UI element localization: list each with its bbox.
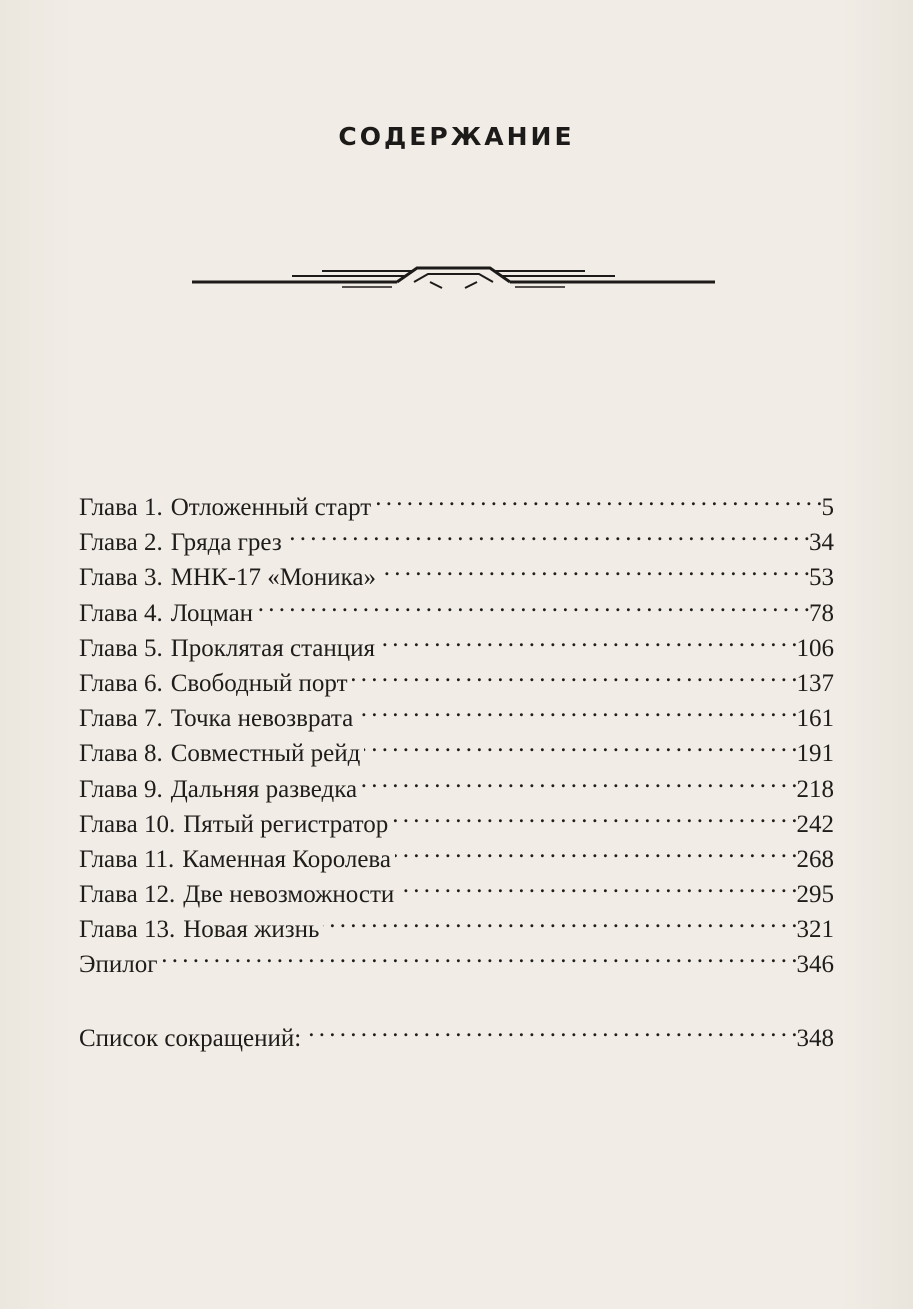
page-number: 137	[796, 669, 834, 697]
chapter-number: Глава 6.	[79, 669, 163, 697]
chapter-number: Глава 1.	[79, 494, 163, 521]
page-number: 268	[796, 845, 834, 873]
toc-entry-label	[79, 666, 352, 701]
chapter-title: Каменная Королева	[182, 845, 392, 873]
toc-epilogue-row	[79, 937, 834, 979]
chapter-number: Глава 4.	[79, 599, 163, 627]
toc-entry-label	[79, 701, 357, 736]
dot-leader	[357, 691, 796, 726]
page-title: СОДЕРЖАНИЕ	[338, 122, 575, 151]
chapter-title: Гряда грез	[170, 529, 282, 557]
dot-leader	[257, 586, 809, 621]
chapter-number: Глава 2.	[79, 529, 163, 557]
toc-entry-label: Эпилог	[79, 951, 158, 979]
toc-entry-label	[79, 807, 392, 842]
chapter-title: Пятый регистратор	[183, 810, 389, 838]
chapter-title: Дальняя разведка	[170, 775, 358, 803]
chapter-title: МНК-17 «Моника»	[170, 564, 376, 592]
chapter-number: Глава 5.	[79, 634, 163, 662]
dot-leader	[364, 726, 796, 761]
page-number: 218	[796, 775, 834, 803]
dot-leader	[380, 550, 809, 585]
dot-leader	[352, 656, 797, 691]
ornament-divider-icon	[192, 262, 715, 292]
chapter-title: Проклятая станция	[170, 634, 376, 662]
page-number: 242	[796, 810, 834, 838]
page-number: 348	[796, 1024, 834, 1052]
dot-leader	[162, 937, 797, 972]
toc-entry-label	[79, 631, 379, 666]
chapter-title: Две невозможности	[183, 881, 395, 909]
page-number: 34	[809, 529, 834, 557]
chapter-title: Точка невозврата	[170, 705, 354, 733]
page-number: 321	[796, 916, 834, 944]
toc-entry-label	[79, 596, 257, 631]
toc-entry-label	[79, 842, 395, 877]
chapter-title: Лоцман	[170, 599, 254, 627]
page-number: 295	[796, 881, 834, 909]
chapter-number: Глава 3.	[79, 564, 163, 592]
dot-leader	[379, 621, 796, 656]
chapter-title: Новая жизнь	[183, 916, 320, 944]
chapter-title: Свободный порт	[170, 669, 348, 697]
toc-entry-label	[79, 525, 286, 560]
toc-entry-label	[79, 772, 361, 807]
page-number: 161	[796, 705, 834, 733]
chapter-number: Глава 9.	[79, 775, 163, 803]
toc-entry-label	[79, 736, 364, 771]
page-number: 106	[796, 634, 834, 662]
chapter-number: Глава 12.	[79, 881, 176, 909]
dot-leader	[305, 1011, 796, 1046]
page-number: 53	[809, 564, 834, 592]
dot-leader	[286, 515, 809, 550]
page-number: 346	[796, 951, 834, 979]
toc-abbreviations-row	[79, 1011, 834, 1052]
chapter-number: Глава 10.	[79, 810, 176, 838]
chapter-number: Глава 8.	[79, 740, 163, 768]
table-of-contents	[79, 480, 834, 1052]
chapter-title: Отложенный старт	[170, 494, 372, 521]
dot-leader	[375, 480, 821, 515]
chapter-number: Глава 11.	[79, 845, 175, 873]
chapter-number: Глава 13.	[79, 916, 176, 944]
chapter-title: Совместный рейд	[170, 740, 361, 768]
page-number: 191	[796, 740, 834, 768]
toc-chapter-row	[79, 480, 834, 521]
dot-leader	[398, 867, 796, 902]
page-number: 5	[821, 494, 834, 521]
page-number: 78	[809, 599, 834, 627]
dot-leader	[395, 832, 796, 867]
chapter-number: Глава 7.	[79, 705, 163, 733]
dot-leader	[392, 797, 796, 832]
dot-leader	[361, 762, 796, 797]
toc-entry-label: Список сокращений:	[79, 1024, 302, 1052]
dot-leader	[323, 902, 796, 937]
